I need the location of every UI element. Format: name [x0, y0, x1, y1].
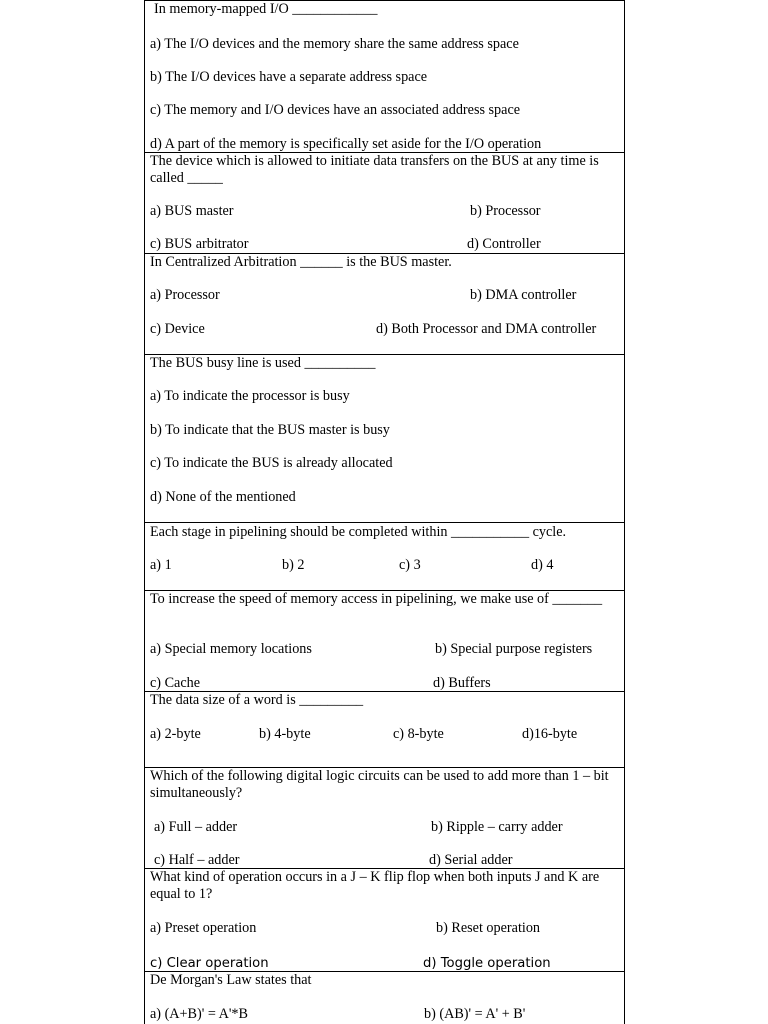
question-cell	[145, 355, 624, 523]
question-cell	[145, 0, 624, 153]
option-b: b) Ripple – carry adder	[431, 819, 563, 835]
option-b: b) DMA controller	[470, 287, 577, 303]
option-a: a) Special memory locations	[150, 641, 312, 657]
option-b: b) (AB)' = A' + B'	[424, 1006, 526, 1022]
question-cell	[145, 523, 624, 591]
question-stem: Which of the following digital logic circuits can be used to add more than 1 – bit simultaneously?	[150, 768, 609, 801]
option-b: b) The I/O devices have a separate address space	[150, 69, 428, 85]
option-b: b) Special purpose registers	[435, 641, 593, 657]
option-b: b) 2	[282, 557, 305, 573]
question-cell	[145, 692, 624, 768]
option-a: a) 1	[150, 557, 172, 573]
option-d: d) A part of the memory is specifically set aside for the I/O operation	[150, 136, 542, 152]
question-stem: In memory-mapped I/O ____________	[154, 1, 378, 17]
question-cell	[145, 972, 624, 1024]
option-d: d) Buffers	[433, 675, 491, 691]
option-b: b) To indicate that the BUS master is busy	[150, 422, 390, 438]
question-cell	[145, 153, 624, 254]
question-table	[144, 0, 625, 1024]
option-b: b) Reset operation	[436, 920, 541, 936]
option-c: c) 8-byte	[393, 726, 444, 742]
question-stem: De Morgan's Law states that	[150, 972, 312, 988]
option-d: d) Controller	[467, 236, 541, 252]
option-d: d) Both Processor and DMA controller	[376, 321, 597, 337]
question-stem: To increase the speed of memory access in pipelining, we make use of _______	[150, 591, 603, 607]
option-b: b) Processor	[470, 203, 541, 219]
option-d: d) Toggle operation	[423, 956, 551, 971]
option-a: a) Preset operation	[150, 920, 257, 936]
option-a: a) BUS master	[150, 203, 234, 219]
option-c: c) BUS arbitrator	[150, 236, 249, 252]
question-cell	[145, 768, 624, 869]
option-c: c) Half – adder	[154, 852, 240, 868]
question-cell	[145, 591, 624, 692]
question-stem: The device which is allowed to initiate data transfers on the BUS at any time is called _____	[150, 153, 599, 186]
option-d: d) 4	[531, 557, 554, 573]
option-c: c) To indicate the BUS is already allocated	[150, 455, 393, 471]
option-c: c) The memory and I/O devices have an associated address space	[150, 102, 521, 118]
option-c: c) 3	[399, 557, 421, 573]
option-d: d) None of the mentioned	[150, 489, 296, 505]
question-stem: In Centralized Arbitration ______ is the BUS master.	[150, 254, 452, 270]
option-c: c) Device	[150, 321, 205, 337]
question-stem: The BUS busy line is used __________	[150, 355, 376, 371]
option-a: a) The I/O devices and the memory share the same address space	[150, 36, 519, 52]
option-a: a) Processor	[150, 287, 220, 303]
option-a: a) To indicate the processor is busy	[150, 388, 350, 404]
question-cell	[145, 869, 624, 972]
option-a: a) Full – adder	[154, 819, 238, 835]
option-b: b) 4-byte	[259, 726, 311, 742]
option-a: a) (A+B)' = A'*B	[150, 1006, 248, 1022]
question-stem: What kind of operation occurs in a J – K flip flop when both inputs J and K are equal to 1?	[150, 869, 600, 902]
option-d: d)16-byte	[522, 726, 578, 742]
question-stem: Each stage in pipelining should be completed within ___________ cycle.	[150, 524, 567, 540]
option-a: a) 2-byte	[150, 726, 201, 742]
option-c: c) Cache	[150, 675, 201, 691]
question-stem: The data size of a word is _________	[150, 692, 364, 708]
question-cell	[145, 254, 624, 355]
option-d: d) Serial adder	[429, 852, 513, 868]
option-c: c) Clear operation	[150, 956, 269, 971]
